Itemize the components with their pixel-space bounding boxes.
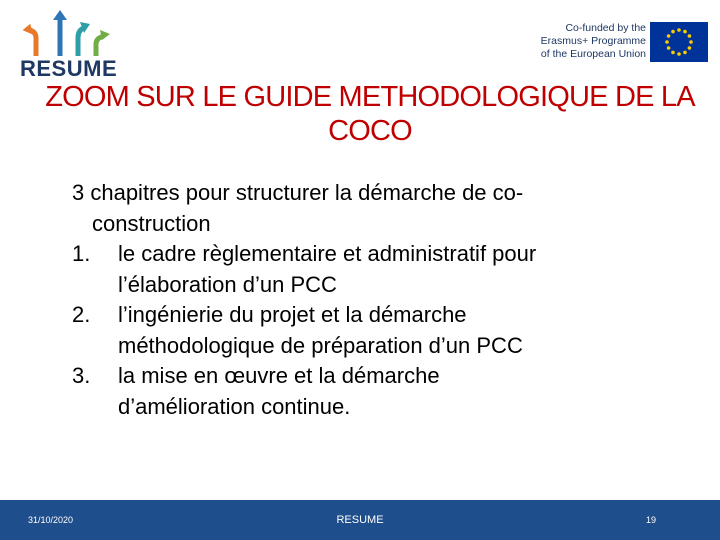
title-line: ZOOM SUR LE GUIDE METHODOLOGIQUE DE LA	[45, 81, 695, 113]
eu-cofunded-text	[528, 22, 646, 61]
intro-line: construction	[92, 210, 211, 236]
title-line: COCO	[328, 115, 412, 147]
list-item-line: méthodologique de préparation d’un PCC	[118, 332, 523, 358]
intro-paragraph	[72, 178, 672, 239]
list-item	[72, 300, 672, 361]
list-item-line: la mise en œuvre et la démarche	[118, 363, 440, 388]
slide-body	[72, 178, 672, 422]
eu-cofunded-badge	[528, 20, 708, 66]
resume-logo	[18, 8, 128, 82]
list-item	[72, 239, 672, 300]
list-item-line: le cadre règlementaire et administratif pour	[118, 241, 537, 266]
intro-line: 3 chapitres pour structurer la démarche de co-	[72, 180, 524, 205]
list-item	[72, 361, 672, 422]
list-item-line: d’amélioration continue.	[118, 393, 351, 419]
footer-date: 31/10/2020	[28, 515, 74, 525]
logo-text: RESUME	[20, 56, 118, 81]
page-number: 19	[646, 515, 657, 525]
list-item-line: l’ingénierie du projet et la démarche	[118, 302, 467, 327]
list-item-line: l’élaboration d’un PCC	[118, 271, 337, 297]
list-item-number: 1.	[72, 241, 91, 266]
list-item-number: 2.	[72, 302, 91, 327]
slide-title	[40, 80, 700, 148]
list-item-number: 3.	[72, 363, 91, 388]
eu-text-line: Erasmus+ Programme	[540, 35, 646, 47]
logo-arrows-icon	[18, 8, 128, 58]
eu-text-line: Co-funded by the	[565, 22, 646, 34]
eu-text-line: of the European Union	[540, 48, 646, 60]
eu-flag-icon	[650, 22, 708, 62]
footer-title: RESUME	[336, 514, 384, 526]
slide-footer	[0, 500, 720, 540]
